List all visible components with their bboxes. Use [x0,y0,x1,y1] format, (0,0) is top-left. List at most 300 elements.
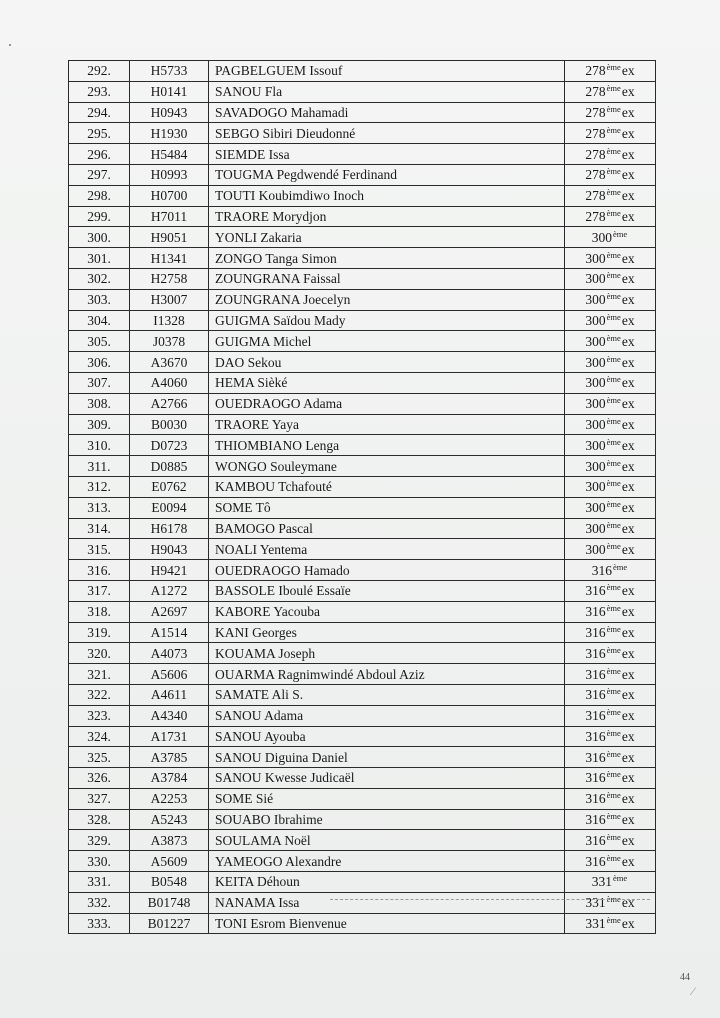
rank-cell [565,892,656,913]
rank-number: 316 [585,853,606,869]
rank-number: 278 [585,188,606,204]
rank-cell [565,123,656,144]
rank-number: 316 [585,687,606,703]
rank-ordinal-suffix: ème [606,374,621,385]
row-number-cell: 299. [69,206,130,227]
rank-ordinal-suffix: ème [606,831,621,842]
candidate-code-cell: A1731 [130,726,209,747]
candidate-code-cell: H9421 [130,560,209,581]
candidate-code-cell: A3873 [130,830,209,851]
rank-tie-marker: ex [621,541,635,557]
table-row [69,123,656,144]
candidate-name-cell: SANOU Diguina Daniel [209,747,565,768]
candidate-name-cell: ZONGO Tanga Simon [209,248,565,269]
rank-cell [565,664,656,685]
rank-tie-marker: ex [621,333,635,349]
rank-number: 278 [585,125,606,141]
candidate-code-cell: I1328 [130,310,209,331]
rank-tie-marker: ex [621,624,635,640]
row-number-cell: 304. [69,310,130,331]
rank-ordinal-suffix: ème [613,228,628,239]
handwritten-tick-mark: ⁄ [691,984,694,998]
rank-cell [565,331,656,352]
rank-cell [565,414,656,435]
row-number-cell: 297. [69,164,130,185]
rank-cell [565,248,656,269]
rank-ordinal-suffix: ème [606,478,621,489]
candidate-name-cell: ZOUNGRANA Faissal [209,268,565,289]
candidate-code-cell: H6178 [130,518,209,539]
candidate-name-cell: KAMBOU Tchafouté [209,476,565,497]
row-number-cell: 300. [69,227,130,248]
candidate-code-cell: A2253 [130,788,209,809]
rank-ordinal-suffix: ème [606,644,621,655]
rank-ordinal-suffix: ème [613,561,628,572]
candidate-name-cell: SANOU Fla [209,81,565,102]
rank-number: 316 [585,583,606,599]
rank-number: 300 [585,520,606,536]
rank-tie-marker: ex [621,354,635,370]
rank-ordinal-suffix: ème [606,769,621,780]
candidate-code-cell: D0723 [130,435,209,456]
table-row [69,518,656,539]
row-number-cell: 322. [69,684,130,705]
row-number-cell: 326. [69,768,130,789]
rank-number: 331 [585,895,606,911]
candidate-name-cell: KANI Georges [209,622,565,643]
candidate-name-cell: THIOMBIANO Lenga [209,435,565,456]
candidate-name-cell: WONGO Souleymane [209,456,565,477]
rank-tie-marker: ex [621,791,635,807]
speck-mark [9,44,11,46]
row-number-cell: 311. [69,456,130,477]
rank-tie-marker: ex [621,104,635,120]
rank-tie-marker: ex [621,146,635,162]
candidate-name-cell: SAMATE Ali S. [209,684,565,705]
rank-ordinal-suffix: ème [606,852,621,863]
rank-number: 316 [585,770,606,786]
rank-number: 278 [585,208,606,224]
table-row [69,601,656,622]
candidate-code-cell: E0094 [130,497,209,518]
rank-ordinal-suffix: ème [606,415,621,426]
table-row [69,372,656,393]
candidate-code-cell: H3007 [130,289,209,310]
rank-cell [565,435,656,456]
rank-tie-marker: ex [621,583,635,599]
rank-number: 316 [585,812,606,828]
candidate-code-cell: A5243 [130,809,209,830]
rank-number: 300 [585,354,606,370]
candidate-code-cell: E0762 [130,476,209,497]
rank-ordinal-suffix: ème [606,457,621,468]
rank-ordinal-suffix: ème [606,83,621,94]
rank-ordinal-suffix: ème [606,727,621,738]
candidate-name-cell: GUIGMA Michel [209,331,565,352]
candidate-name-cell: TRAORE Morydjon [209,206,565,227]
rank-tie-marker: ex [621,167,635,183]
rank-cell [565,289,656,310]
row-number-cell: 318. [69,601,130,622]
row-number-cell: 329. [69,830,130,851]
rank-tie-marker: ex [621,125,635,141]
rank-cell [565,601,656,622]
candidate-name-cell: TRAORE Yaya [209,414,565,435]
candidate-name-cell: BASSOLE Iboulé Essaïe [209,580,565,601]
rank-number: 300 [585,437,606,453]
rank-tie-marker: ex [621,666,635,682]
rank-cell [565,913,656,934]
rank-tie-marker: ex [621,188,635,204]
row-number-cell: 295. [69,123,130,144]
candidate-code-cell: H1930 [130,123,209,144]
candidate-name-cell: OUARMA Ragnimwindé Abdoul Aziz [209,664,565,685]
table-row [69,747,656,768]
rank-tie-marker: ex [621,84,635,100]
rank-ordinal-suffix: ème [606,748,621,759]
row-number-cell: 313. [69,497,130,518]
table-row [69,289,656,310]
rank-cell [565,164,656,185]
table-row [69,102,656,123]
candidate-name-cell: HEMA Sièké [209,372,565,393]
candidate-code-cell: J0378 [130,331,209,352]
table-row [69,456,656,477]
rank-number: 300 [585,333,606,349]
candidate-name-cell: OUEDRAOGO Hamado [209,560,565,581]
row-number-cell: 333. [69,913,130,934]
rank-number: 316 [585,645,606,661]
rank-ordinal-suffix: ème [606,207,621,218]
candidate-code-cell: A1514 [130,622,209,643]
table-row [69,393,656,414]
rank-tie-marker: ex [621,250,635,266]
row-number-cell: 296. [69,144,130,165]
rank-tie-marker: ex [621,500,635,516]
rank-number: 331 [591,874,613,890]
candidate-name-cell: TOUGMA Pegdwendé Ferdinand [209,164,565,185]
candidate-name-cell: TOUTI Koubimdiwo Inoch [209,185,565,206]
table-row [69,435,656,456]
rank-number: 316 [585,832,606,848]
rank-tie-marker: ex [621,458,635,474]
rank-number: 278 [585,167,606,183]
table-row [69,726,656,747]
rank-number: 300 [585,271,606,287]
table-row [69,643,656,664]
candidate-name-cell: YONLI Zakaria [209,227,565,248]
rank-number: 316 [585,604,606,620]
row-number-cell: 303. [69,289,130,310]
candidate-code-cell: A3784 [130,768,209,789]
row-number-cell: 324. [69,726,130,747]
candidate-name-cell: SAVADOGO Mahamadi [209,102,565,123]
table-row [69,872,656,893]
row-number-cell: 319. [69,622,130,643]
rank-cell [565,851,656,872]
rank-tie-marker: ex [621,645,635,661]
rank-ordinal-suffix: ème [606,124,621,135]
table-row [69,851,656,872]
rank-number: 300 [585,396,606,412]
rank-tie-marker: ex [621,812,635,828]
candidate-name-cell: KABORE Yacouba [209,601,565,622]
candidate-code-cell: A1272 [130,580,209,601]
row-number-cell: 301. [69,248,130,269]
rank-ordinal-suffix: ème [606,519,621,530]
rank-cell [565,227,656,248]
table-row [69,206,656,227]
table-row [69,352,656,373]
candidate-name-cell: TONI Esrom Bienvenue [209,913,565,934]
candidate-name-cell: SANOU Adama [209,705,565,726]
candidate-code-cell: B0030 [130,414,209,435]
candidate-name-cell: SEBGO Sibiri Dieudonné [209,123,565,144]
rank-ordinal-suffix: ème [606,166,621,177]
rank-cell [565,560,656,581]
row-number-cell: 316. [69,560,130,581]
candidate-code-cell: A5609 [130,851,209,872]
rank-tie-marker: ex [621,749,635,765]
rank-number: 300 [585,458,606,474]
rank-cell [565,684,656,705]
row-number-cell: 325. [69,747,130,768]
table-row [69,622,656,643]
rank-cell [565,268,656,289]
row-number-cell: 302. [69,268,130,289]
row-number-cell: 331. [69,872,130,893]
rank-cell [565,768,656,789]
rank-cell [565,497,656,518]
row-number-cell: 306. [69,352,130,373]
rank-ordinal-suffix: ème [606,811,621,822]
rank-number: 300 [585,416,606,432]
rank-number: 316 [585,749,606,765]
candidate-name-cell: GUIGMA Saïdou Mady [209,310,565,331]
rank-tie-marker: ex [621,895,635,911]
table-row [69,768,656,789]
table-row [69,185,656,206]
rank-ordinal-suffix: ème [606,665,621,676]
rank-tie-marker: ex [621,292,635,308]
row-number-cell: 314. [69,518,130,539]
rank-number: 316 [585,708,606,724]
row-number-cell: 294. [69,102,130,123]
candidate-name-cell: DAO Sekou [209,352,565,373]
rank-tie-marker: ex [621,604,635,620]
row-number-cell: 328. [69,809,130,830]
rank-cell [565,61,656,82]
table-row [69,497,656,518]
rank-number: 300 [585,541,606,557]
candidate-name-cell: KEITA Déhoun [209,872,565,893]
rank-ordinal-suffix: ème [606,187,621,198]
rank-ordinal-suffix: ème [606,603,621,614]
row-number-cell: 321. [69,664,130,685]
table-row [69,664,656,685]
candidate-code-cell: H0141 [130,81,209,102]
row-number-cell: 309. [69,414,130,435]
rank-number: 316 [585,624,606,640]
rank-ordinal-suffix: ème [606,291,621,302]
row-number-cell: 307. [69,372,130,393]
row-number-cell: 312. [69,476,130,497]
rank-ordinal-suffix: ème [606,915,621,926]
rank-cell [565,393,656,414]
candidate-name-cell: ZOUNGRANA Joecelyn [209,289,565,310]
rank-number: 278 [585,146,606,162]
candidate-code-cell: H0943 [130,102,209,123]
rank-tie-marker: ex [621,832,635,848]
table-row [69,61,656,82]
rank-ordinal-suffix: ème [606,436,621,447]
candidate-name-cell: SIEMDE Issa [209,144,565,165]
rank-ordinal-suffix: ème [606,686,621,697]
row-number-cell: 320. [69,643,130,664]
row-number-cell: 330. [69,851,130,872]
candidate-name-cell: NOALI Yentema [209,539,565,560]
row-number-cell: 317. [69,580,130,601]
rank-tie-marker: ex [621,208,635,224]
rank-tie-marker: ex [621,853,635,869]
table-row [69,268,656,289]
row-number-cell: 332. [69,892,130,913]
rank-ordinal-suffix: ème [606,311,621,322]
candidate-code-cell: H9051 [130,227,209,248]
row-number-cell: 305. [69,331,130,352]
candidate-name-cell: SANOU Kwesse Judicaël [209,768,565,789]
rank-number: 331 [585,916,606,932]
row-number-cell: 293. [69,81,130,102]
candidate-name-cell: OUEDRAOGO Adama [209,393,565,414]
rank-number: 300 [585,479,606,495]
rank-cell [565,81,656,102]
rank-ordinal-suffix: ème [606,790,621,801]
rank-cell [565,144,656,165]
table-row [69,414,656,435]
rank-tie-marker: ex [621,728,635,744]
dashed-line-mark [330,899,650,900]
results-table [68,60,656,934]
rank-number: 300 [591,229,613,245]
rank-cell [565,206,656,227]
rank-ordinal-suffix: ème [606,499,621,510]
candidate-code-cell: A4060 [130,372,209,393]
candidate-code-cell: H2758 [130,268,209,289]
rank-tie-marker: ex [621,416,635,432]
candidate-name-cell: SANOU Ayouba [209,726,565,747]
table-row [69,144,656,165]
row-number-cell: 310. [69,435,130,456]
candidate-code-cell: A3670 [130,352,209,373]
candidate-name-cell: PAGBELGUEM Issouf [209,61,565,82]
candidate-code-cell: D0885 [130,456,209,477]
candidate-code-cell: B01227 [130,913,209,934]
table-row [69,476,656,497]
rank-ordinal-suffix: ème [606,540,621,551]
rank-cell [565,622,656,643]
table-row [69,684,656,705]
rank-tie-marker: ex [621,312,635,328]
table-row [69,227,656,248]
rank-cell [565,518,656,539]
rank-tie-marker: ex [621,916,635,932]
rank-cell [565,747,656,768]
rank-cell [565,456,656,477]
candidate-code-cell: A2697 [130,601,209,622]
rank-tie-marker: ex [621,437,635,453]
table-row [69,164,656,185]
rank-cell [565,372,656,393]
rank-number: 278 [585,63,606,79]
rank-cell [565,872,656,893]
rank-ordinal-suffix: ème [606,103,621,114]
rank-tie-marker: ex [621,708,635,724]
rank-number: 316 [591,562,613,578]
table-row [69,248,656,269]
rank-cell [565,310,656,331]
rank-ordinal-suffix: ème [606,270,621,281]
candidate-code-cell: H5484 [130,144,209,165]
rank-number: 300 [585,375,606,391]
candidate-name-cell: YAMEOGO Alexandre [209,851,565,872]
candidate-name-cell: BAMOGO Pascal [209,518,565,539]
rank-number: 278 [585,104,606,120]
rank-ordinal-suffix: ème [606,623,621,634]
rank-ordinal-suffix: ème [606,332,621,343]
candidate-code-cell: A2766 [130,393,209,414]
rank-tie-marker: ex [621,375,635,391]
candidate-name-cell: SOME Sié [209,788,565,809]
candidate-code-cell: H9043 [130,539,209,560]
rank-ordinal-suffix: ème [606,707,621,718]
rank-tie-marker: ex [621,63,635,79]
rank-cell [565,830,656,851]
table-row [69,560,656,581]
row-number-cell: 327. [69,788,130,809]
rank-ordinal-suffix: ème [613,873,628,884]
rank-ordinal-suffix: ème [606,145,621,156]
rank-cell [565,705,656,726]
candidate-code-cell: A5606 [130,664,209,685]
candidate-code-cell: H0993 [130,164,209,185]
row-number-cell: 308. [69,393,130,414]
row-number-cell: 323. [69,705,130,726]
rank-cell [565,809,656,830]
candidate-code-cell: A4611 [130,684,209,705]
candidate-code-cell: A4073 [130,643,209,664]
rank-number: 300 [585,292,606,308]
candidate-name-cell: SOUABO Ibrahime [209,809,565,830]
rank-tie-marker: ex [621,396,635,412]
rank-tie-marker: ex [621,271,635,287]
table-row [69,580,656,601]
rank-tie-marker: ex [621,770,635,786]
table-row [69,892,656,913]
table-row [69,809,656,830]
rank-number: 316 [585,728,606,744]
candidate-name-cell: KOUAMA Joseph [209,643,565,664]
rank-cell [565,476,656,497]
row-number-cell: 315. [69,539,130,560]
rank-number: 300 [585,500,606,516]
rank-cell [565,539,656,560]
rank-ordinal-suffix: ème [606,582,621,593]
candidate-name-cell: SOME Tô [209,497,565,518]
rank-cell [565,643,656,664]
table-row [69,830,656,851]
candidate-code-cell: H1341 [130,248,209,269]
